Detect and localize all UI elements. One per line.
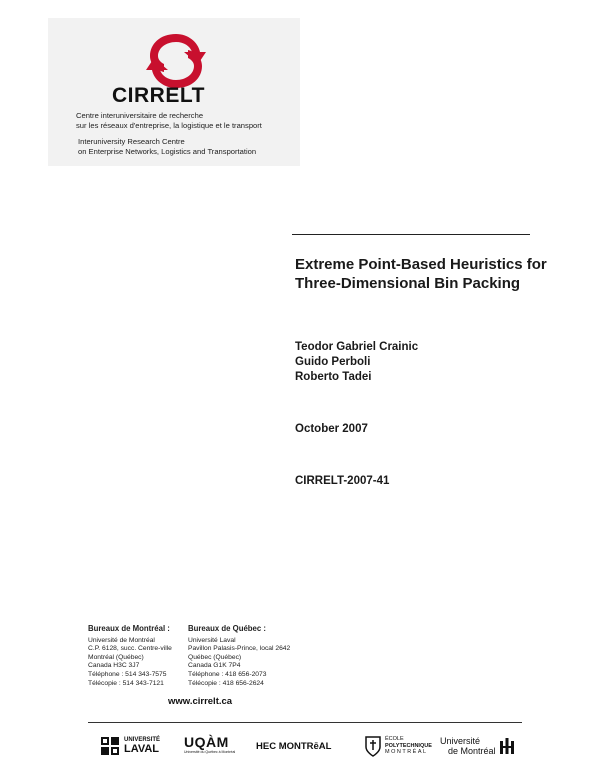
footer-divider [88, 722, 522, 723]
author-name: Roberto Tadei [295, 371, 372, 383]
udm-crest-icon [499, 737, 515, 755]
laval-crest-icon [100, 736, 120, 756]
tagline-french: Centre interuniversitaire de recherche sur les réseaux d'entreprise, la logistique et le transport [76, 111, 262, 130]
uqam-logo: UQÀM Université du Québec à Montréal [184, 734, 236, 754]
quebec-office-address: Bureaux de Québec : Université Laval Pavillon Palasis-Prince, local 2642 Québec (Québec) Canada G1K 7P4 Téléphone : 418 656-2073 Télécopie : 418 656-2624 [188, 624, 291, 687]
report-number: CIRRELT-2007-41 [295, 475, 390, 487]
polytechnique-logo: ÉCOLE POLYTECHNIQUE MONTRÉAL [364, 734, 432, 758]
publication-date: October 2007 [295, 423, 368, 435]
polytechnique-crest-icon [364, 735, 382, 757]
title-divider [292, 234, 530, 235]
cirrelt-logo-icon [140, 30, 212, 92]
author-name: Teodor Gabriel Crainic [295, 341, 419, 353]
website-link[interactable]: www.cirrelt.ca [168, 696, 233, 707]
universite-de-montreal-logo: Université de Montréal [440, 734, 515, 758]
laval-logo: UNIVERSITÉ LAVAL [100, 734, 160, 758]
author-list [295, 340, 418, 385]
logo-wordmark: CIRRELT [112, 84, 205, 107]
report-title: Extreme Point-Based Heuristics for Three-Dimensional Bin Packing [295, 256, 547, 292]
tagline-english: Interuniversity Research Centre on Enterprise Networks, Logistics and Transportation [78, 137, 257, 156]
montreal-office-address: Bureaux de Montréal : Université de Montréal C.P. 6128, succ. Centre-ville Montréal (Québec) Canada H3C 3J7 Téléphone : 514 343-7575 Télécopie : 514 343-7121 [88, 624, 172, 687]
hec-montreal-logo: HEC MONTRēAL [256, 740, 332, 752]
author-name: Guido Perboli [295, 356, 371, 368]
